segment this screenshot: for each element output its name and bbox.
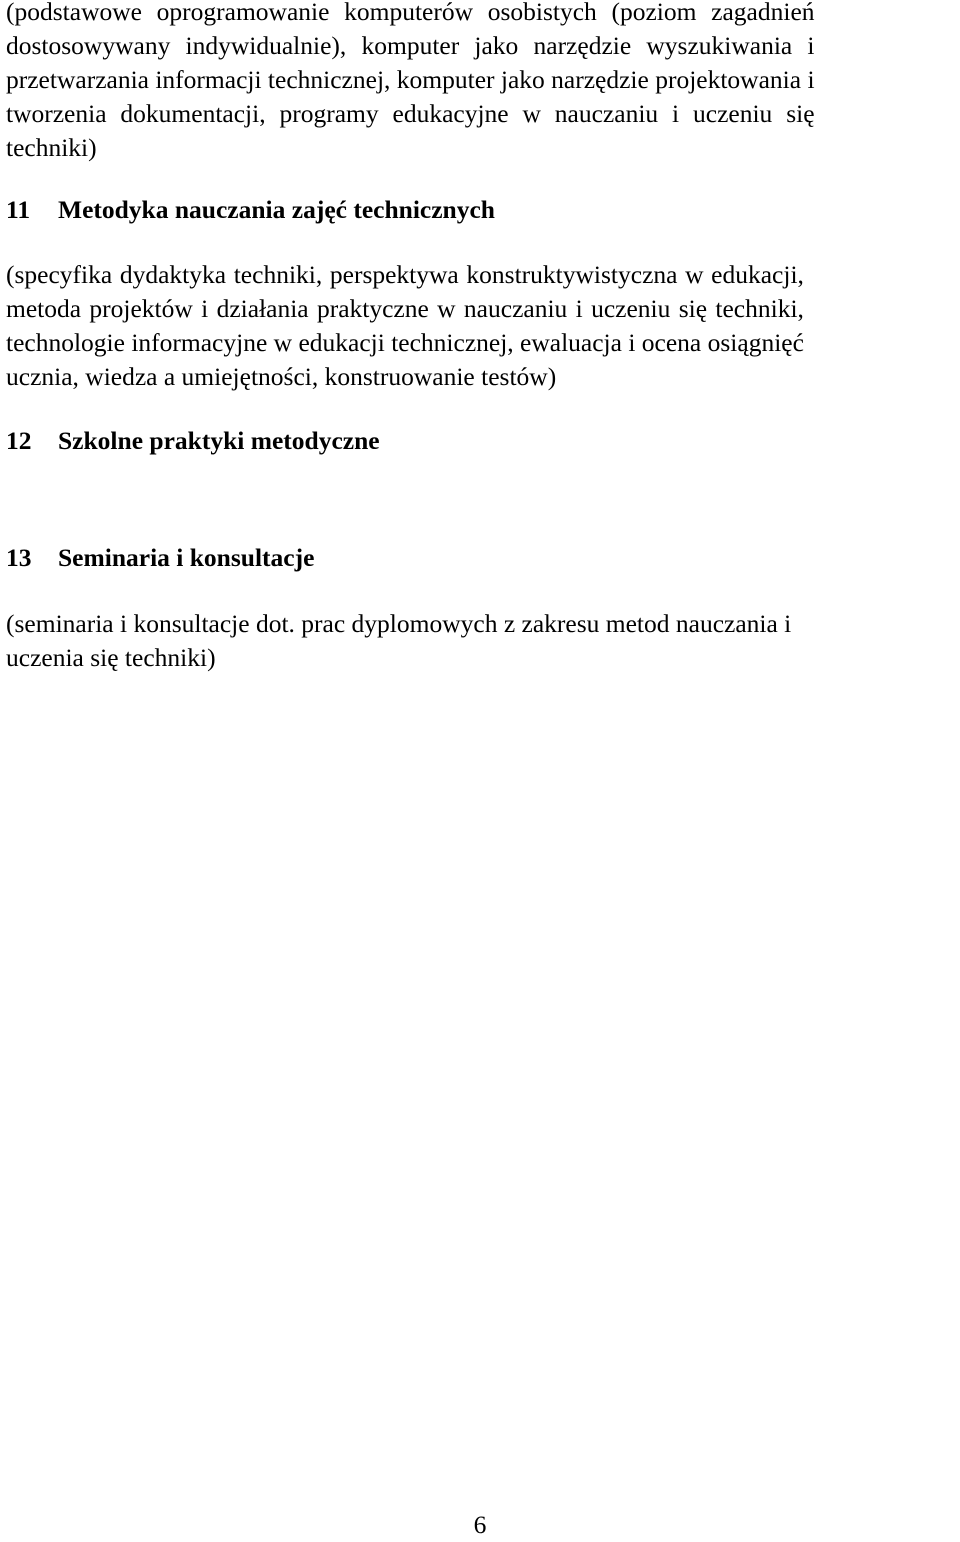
page-number: 6 [473,1510,487,1539]
text-line: (seminaria i konsultacje dot. prac dyplomowych z zakresu metod nauczania i [6,609,792,638]
text-line: tworzenia dokumentacji, programy edukacyjne w nauczaniu i uczeniu się [6,99,815,128]
text-line: przetwarzania informacji technicznej, komputer jako narzędzie projektowania i [6,65,815,94]
text-line: techniki) [6,133,97,162]
text-line: uczenia się techniki) [6,643,216,672]
section-number: 13 [6,543,32,572]
text-line: (podstawowe oprogramowanie komputerów osobistych (poziom zagadnień [6,0,815,26]
intro-paragraph [6,0,815,165]
text-line: technologie informacyjne w edukacji technicznej, ewaluacja i ocena osiągnięć [6,328,804,357]
section-title: Seminaria i konsultacje [58,543,315,572]
section-heading-12 [6,424,380,458]
section-title: Szkolne praktyki metodyczne [58,426,380,455]
section-heading-13 [6,541,314,575]
text-line: (specyfika dydaktyka techniki, perspektywa konstruktywistyczna w edukacji, [6,260,804,289]
text-line: dostosowywany indywidualnie), komputer jako narzędzie wyszukiwania i [6,31,815,60]
section-number: 12 [6,426,32,455]
text-line: metoda projektów i działania praktyczne w nauczaniu i uczeniu się techniki, [6,294,804,323]
section-11-description [6,258,804,394]
section-13-description [6,607,791,675]
text-line: ucznia, wiedza a umiejętności, konstruowanie testów) [6,362,557,391]
section-title: Metodyka nauczania zajęć technicznych [58,195,495,224]
section-heading-11 [6,193,495,227]
section-number: 11 [6,195,31,224]
